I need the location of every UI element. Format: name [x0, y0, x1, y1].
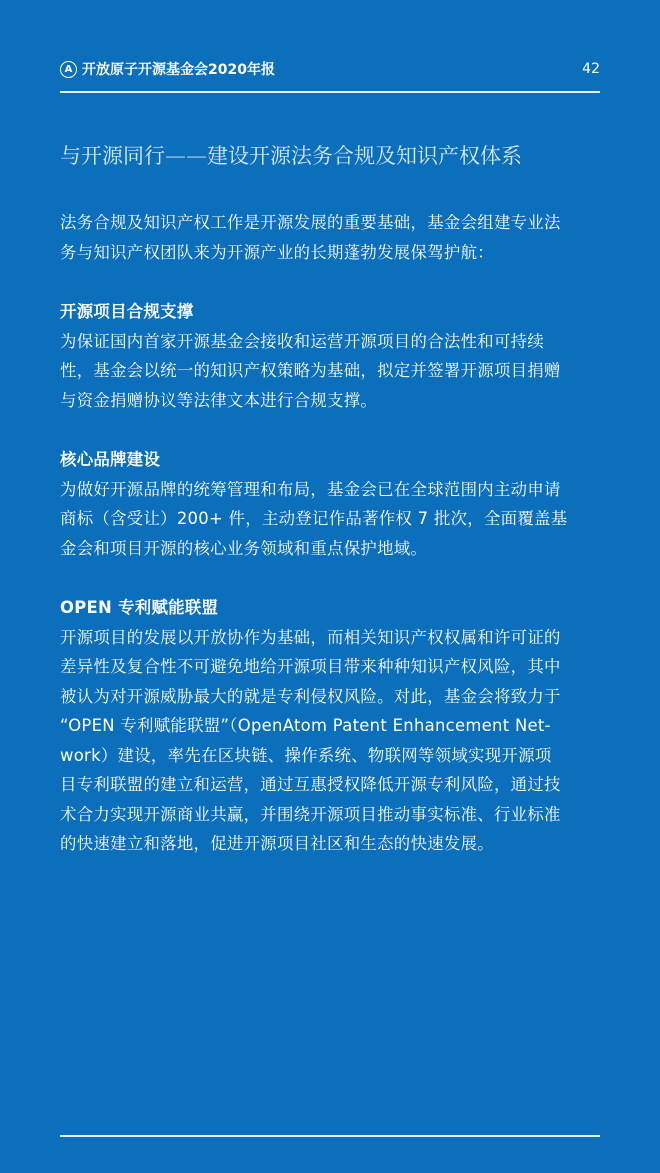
text-line: “OPEN 专利赋能联盟”（OpenAtom Patent Enhancement Net- — [60, 716, 551, 735]
text-line: 目专利联盟的建立和运营，通过互惠授权降低开源专利风险，通过技 — [60, 775, 561, 794]
section-brand — [60, 445, 605, 563]
section-heading: 核心品牌建设 — [60, 450, 161, 469]
text-line: 商标（含受让）200+ 件，主动登记作品著作权 7 批次，全面覆盖基 — [60, 509, 568, 528]
text-line: 开源项目的发展以开放协作为基础，而相关知识产权权属和许可证的 — [60, 627, 561, 647]
header-divider — [60, 91, 600, 93]
section-heading: OPEN 专利赋能联盟 — [60, 598, 219, 617]
body-content — [60, 208, 605, 859]
report-title: 开放原子开源基金会2020年报 — [82, 62, 275, 78]
text-line: 的快速建立和落地，促进开源项目社区和生态的快速发展。 — [60, 834, 494, 853]
section-heading: 开源项目合规支撑 — [60, 302, 194, 321]
openatom-logo-icon: A — [60, 61, 77, 78]
text-line: 务与知识产权团队来为开源产业的长期蓬勃发展保驾护航： — [60, 242, 494, 262]
intro-paragraph — [60, 208, 605, 267]
text-line: 为做好开源品牌的统筹管理和布局，基金会已在全球范围内主动申请 — [60, 479, 561, 499]
text-line: 法务合规及知识产权工作是开源发展的重要基础，基金会组建专业法 — [60, 213, 561, 232]
text-line: 性，基金会以统一的知识产权策略为基础，拟定并签署开源项目捐赠 — [60, 361, 561, 380]
text-line: 与资金捐赠协议等法律文本进行合规支撑。 — [60, 390, 378, 410]
text-line: 为保证国内首家开源基金会接收和运营开源项目的合法性和可持续 — [60, 331, 545, 351]
page-title: 与开源同行——建设开源法务合规及知识产权体系 — [60, 144, 522, 168]
section-compliance — [60, 297, 605, 415]
page-number: 42 — [582, 61, 600, 77]
text-line: work）建设，率先在区块链、操作系统、物联网等领域实现开源项 — [60, 745, 552, 765]
text-line: 金会和项目开源的核心业务领域和重点保护地域。 — [60, 538, 428, 558]
section-patent-alliance — [60, 593, 605, 859]
footer-divider — [60, 1135, 600, 1137]
text-line: 术合力实现开源商业共赢，并围绕开源项目推动事实标准、行业标准 — [60, 804, 561, 824]
page-header — [60, 58, 600, 80]
text-line: 差异性及复合性不可避免地给开源项目带来种种知识产权风险，其中 — [60, 657, 561, 676]
text-line: 被认为对开源威胁最大的就是专利侵权风险。对此，基金会将致力于 — [60, 686, 561, 706]
